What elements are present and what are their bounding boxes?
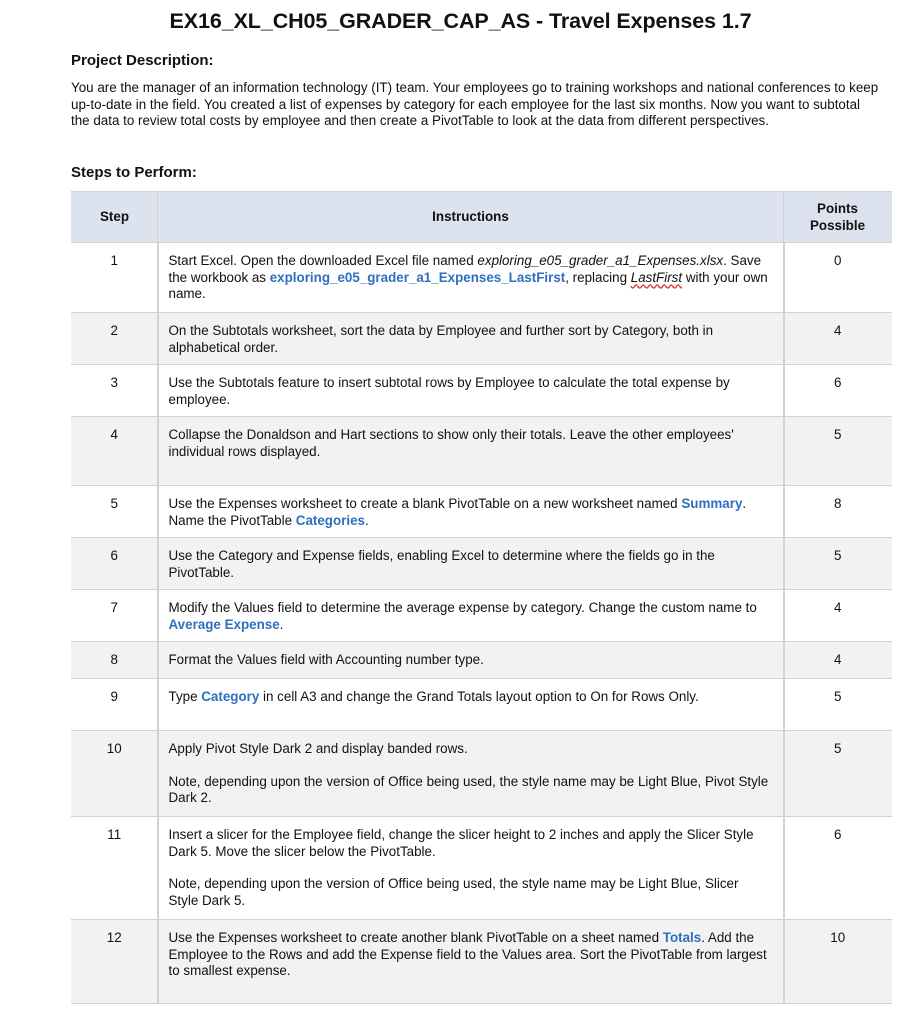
instruction-text: . Name the PivotTable — [168, 496, 747, 528]
table-row — [72, 590, 892, 642]
step-instruction — [158, 590, 784, 642]
table-row — [72, 417, 892, 486]
step-number: 7 — [72, 590, 158, 642]
step-instruction — [158, 731, 784, 817]
instruction-text: Insert a slicer for the Employee field, change the slicer height to 2 inches and apply the Slicer Style Dark 5. Move the slicer below the PivotTable. — [168, 827, 754, 859]
instruction-text: . — [279, 616, 284, 632]
steps-table — [71, 191, 892, 1004]
document-title: EX16_XL_CH05_GRADER_CAP_AS - Travel Expenses 1.7 — [169, 9, 752, 33]
step-instruction — [158, 679, 784, 731]
step-instruction — [158, 486, 784, 538]
project-description-heading: Project Description: — [71, 52, 214, 69]
instruction-text: Type — [168, 689, 202, 704]
step-instruction: Collapse the Donaldson and Hart sections to show only their totals. Leave the other employees' individual rows displayed. — [158, 417, 784, 486]
instruction-text: Use the Expenses worksheet to create a blank PivotTable on a new worksheet named — [168, 496, 682, 511]
table-row — [72, 731, 892, 817]
step-points: 10 — [784, 920, 892, 1004]
header-points-label: Points Possible — [809, 201, 866, 233]
step-number: 9 — [72, 679, 158, 731]
step-points: 0 — [784, 243, 892, 313]
table-row — [72, 920, 892, 1004]
step-instruction — [158, 920, 784, 1004]
table-row — [72, 642, 892, 679]
step-number: 8 — [72, 642, 158, 679]
step-number: 2 — [72, 313, 158, 365]
step-points: 5 — [784, 679, 892, 731]
step-number: 5 — [72, 486, 158, 538]
project-description-text: You are the manager of an information technology (IT) team. Your employees go to training workshops and national conferences to keep up-to-date in the field. You created a list of expenses by category for each employee for the last six months. Now you want to subtotal the data to review total costs by employee and then create a PivotTable to look at the data from different perspectives. — [71, 80, 879, 128]
instruction-text: in cell A3 and change the Grand Totals layout option to On for Rows Only. — [259, 689, 699, 704]
table-row — [72, 538, 892, 590]
step-number: 12 — [72, 920, 158, 1004]
instruction-text: , replacing — [565, 269, 631, 285]
step-instruction: Format the Values field with Accounting number type. — [158, 642, 784, 679]
version-note: Note, depending upon the version of Office being used, the style name may be Light Blue, Pivot Style Dark 2. — [168, 773, 769, 805]
step-points: 6 — [784, 365, 892, 417]
header-instructions: Instructions — [158, 192, 784, 243]
instruction-text: Apply Pivot Style Dark 2 and display banded rows. — [168, 741, 468, 756]
table-header-row — [72, 192, 892, 243]
step-number: 4 — [72, 417, 158, 486]
step-points: 5 — [784, 538, 892, 590]
table-row — [72, 313, 892, 365]
step-points: 5 — [784, 417, 892, 486]
instruction-text: Modify the Values field to determine the average expense by category. Change the custom name to — [168, 600, 757, 615]
highlight-pivot-name: Categories — [295, 512, 365, 528]
header-points-possible — [784, 192, 892, 243]
table-row — [72, 243, 892, 313]
table-row — [72, 486, 892, 538]
instruction-text: Start Excel. Open the downloaded Excel file named — [168, 253, 478, 268]
instruction-text: Use the Expenses worksheet to create another blank PivotTable on a sheet named — [168, 930, 663, 945]
highlight-cell-value: Category — [201, 689, 260, 704]
step-number: 10 — [72, 731, 158, 817]
step-points: 5 — [784, 731, 892, 817]
highlight-custom-name: Average Expense — [168, 616, 280, 632]
step-number: 11 — [72, 817, 158, 920]
step-instruction: On the Subtotals worksheet, sort the data by Employee and further sort by Category, both in alphabetical order. — [158, 313, 784, 365]
table-row — [72, 365, 892, 417]
instruction-text: . — [365, 512, 369, 528]
step-points: 6 — [784, 817, 892, 920]
step-points: 8 — [784, 486, 892, 538]
file-name: exploring_e05_grader_a1_Expenses.xlsx — [477, 253, 724, 268]
instruction-text: . Add the Employee to the Rows and add the Expense field to the Values area. Sort the PivotTable from largest to smallest expense. — [168, 930, 767, 978]
step-instruction: Use the Subtotals feature to insert subtotal rows by Employee to calculate the total expense by employee. — [158, 365, 784, 417]
step-instruction: Use the Category and Expense fields, enabling Excel to determine where the fields go in the PivotTable. — [158, 538, 784, 590]
step-number: 6 — [72, 538, 158, 590]
steps-heading: Steps to Perform: — [71, 164, 197, 181]
header-step: Step — [72, 192, 158, 243]
highlight-sheet-name: Totals — [662, 930, 702, 945]
step-points: 4 — [784, 590, 892, 642]
save-file-name: exploring_e05_grader_a1_Expenses_LastFirst — [269, 269, 566, 285]
step-number: 3 — [72, 365, 158, 417]
instruction-text: with your own name. — [168, 269, 768, 301]
step-instruction — [158, 243, 784, 313]
step-number: 1 — [72, 243, 158, 313]
table-row — [72, 817, 892, 920]
lastfirst-placeholder: LastFirst — [630, 269, 683, 285]
version-note: Note, depending upon the version of Office being used, the style name may be Light Blue, Slicer Style Dark 5. — [168, 876, 739, 908]
table-row — [72, 679, 892, 731]
step-points: 4 — [784, 313, 892, 365]
highlight-sheet-name: Summary — [681, 496, 743, 511]
step-points: 4 — [784, 642, 892, 679]
step-instruction — [158, 817, 784, 920]
instruction-text: . Save the workbook as — [168, 253, 762, 285]
